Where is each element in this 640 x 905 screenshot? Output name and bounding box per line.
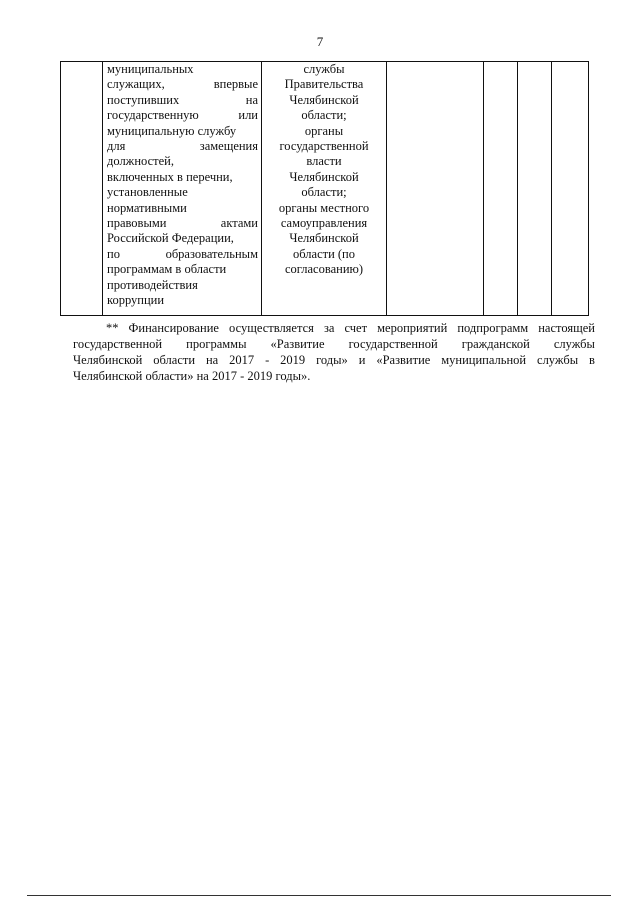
event-line: нормативными — [107, 200, 187, 215]
executor-line: Челябинской — [289, 231, 359, 246]
executor-line: области (по — [292, 246, 355, 261]
event-line: служащих, впервые — [107, 77, 258, 92]
table-cell-executors — [262, 62, 387, 316]
footnote-line: Челябинской области» на 2017 - 2019 годы». — [73, 369, 311, 383]
event-line: муниципальную службу — [107, 123, 237, 138]
executor-line: государственной — [279, 139, 369, 154]
table-cell-empty — [552, 62, 589, 316]
executor-line: службы — [303, 62, 345, 76]
executor-line: Челябинской — [289, 92, 359, 107]
executor-line: органы местного — [278, 200, 370, 215]
event-line: Российской Федерации, — [107, 231, 234, 246]
event-line: по образовательным — [107, 246, 258, 261]
footnote-line: государственной программы «Развитие государственной гражданской службы — [73, 337, 595, 351]
executor-line: области; — [301, 108, 347, 123]
event-line: поступивших на — [107, 92, 258, 107]
table-cell-empty — [484, 62, 518, 316]
executor-line: самоуправления — [280, 216, 368, 231]
executor-line: Челябинской — [289, 169, 359, 184]
event-line: для замещения — [107, 139, 258, 154]
table-cell-empty — [518, 62, 552, 316]
event-line: противодействия — [107, 277, 198, 292]
executor-line: власти — [306, 154, 342, 169]
event-line: программам в области — [107, 262, 227, 277]
executor-line: Правительства — [284, 77, 364, 92]
event-line: государственную или — [107, 108, 258, 123]
event-line: должностей, — [107, 154, 174, 169]
bottom-divider — [27, 895, 611, 896]
event-line: включенных в перечни, — [107, 169, 233, 184]
table-cell-event-description — [103, 62, 262, 316]
page-number: 7 — [316, 34, 324, 49]
event-line: коррупции — [107, 293, 165, 308]
event-line: установленные — [107, 185, 188, 200]
executor-line: области; — [301, 185, 347, 200]
footnote-line: Челябинской области на 2017 - 2019 годы» и «Развитие муниципальной службы в — [73, 353, 595, 367]
footnote — [73, 320, 595, 384]
executor-line: согласованию) — [284, 262, 364, 277]
footnote-line: ** Финансирование осуществляется за счет мероприятий подпрограмм настоящей — [106, 321, 595, 335]
table-cell-empty — [387, 62, 484, 316]
table-row — [61, 62, 589, 316]
event-line: муниципальных — [107, 62, 194, 76]
event-line: правовыми актами — [107, 216, 258, 231]
table-cell-number — [61, 62, 103, 316]
document-table — [60, 61, 589, 316]
executor-line: органы — [304, 123, 344, 138]
